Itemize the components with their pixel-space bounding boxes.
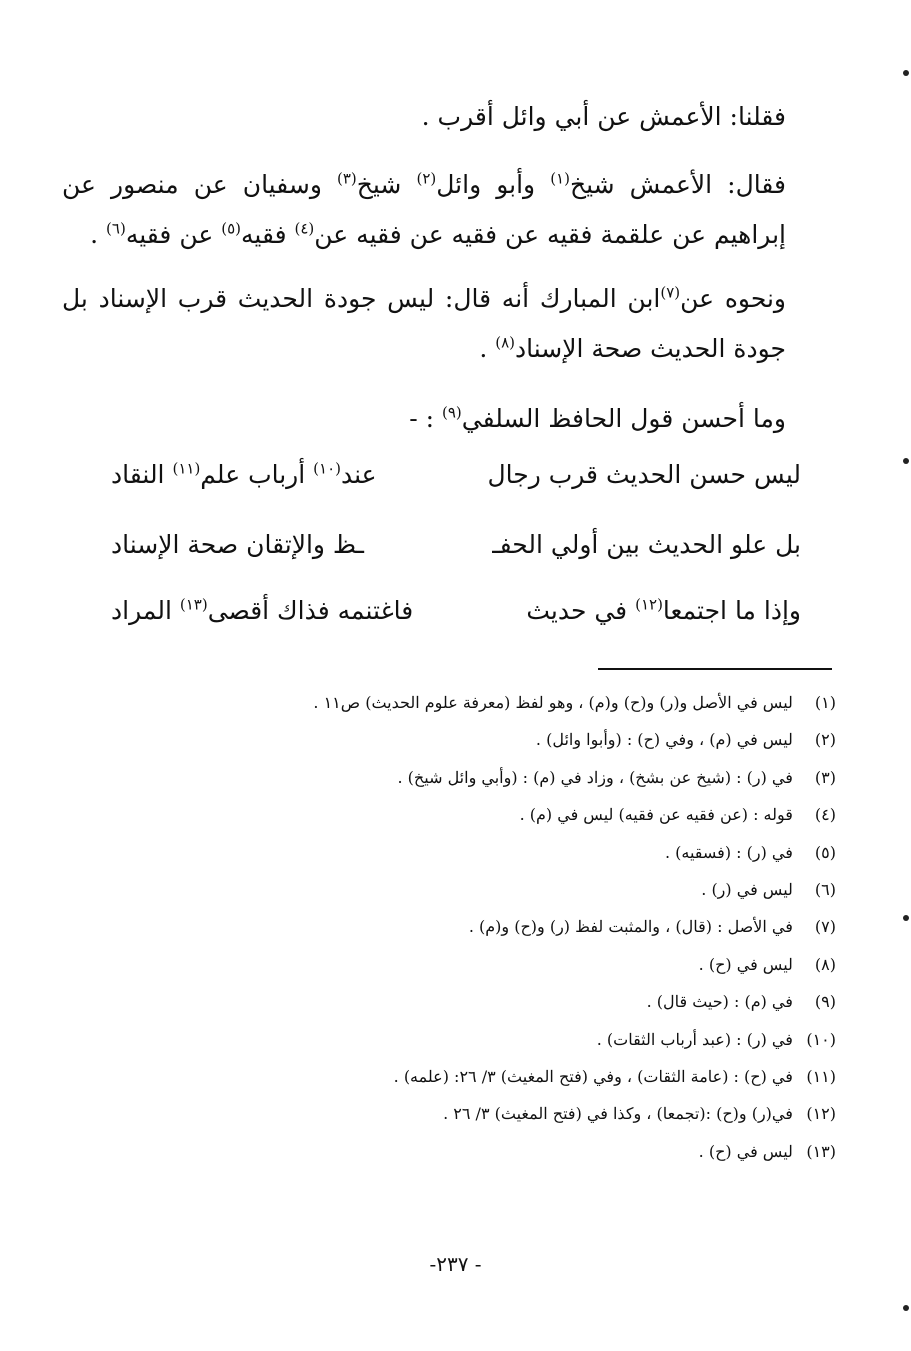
paragraph-3-text: ابن المبارك أنه قال: ليس جودة الحديث قرب الإسناد بل جودة الحديث صحة الإسناد xyxy=(62,284,786,363)
scan-edge-dot xyxy=(903,915,909,921)
scan-edge-dot xyxy=(903,458,909,464)
verse-text: عند xyxy=(341,460,377,489)
footnote-text: ليس في الأصل و(ر) و(ح) و(م) ، وهو لفظ (معرفة علوم الحديث) ص١١ . xyxy=(313,693,793,712)
footnote-number: (٩) xyxy=(814,992,836,1012)
footnote-8 xyxy=(76,952,836,989)
scan-edge-dot xyxy=(903,70,909,76)
footnote-ref-3[interactable]: (٣) xyxy=(336,169,357,188)
footnote-ref-9[interactable]: (٩) xyxy=(441,403,462,422)
paragraph-4-text: : - xyxy=(409,404,442,433)
footnote-separator xyxy=(598,668,832,670)
paragraph-2-text: فقال: الأعمش شيخ xyxy=(569,170,786,199)
verse-line-2 xyxy=(111,530,801,590)
footnote-number: (٣) xyxy=(814,767,836,787)
verse-2-first-hemistich: بل علو الحديث بين أولي الحفـ xyxy=(492,530,801,559)
paragraph-3 xyxy=(62,274,834,374)
footnote-number: (٧) xyxy=(814,917,836,937)
footnote-number: (١٢) xyxy=(806,1104,836,1124)
footnote-text: في (ر) : (فسقيه) . xyxy=(664,842,793,862)
footnote-text: ليس في (ح) . xyxy=(698,1141,793,1161)
footnote-text: في (ح) : (عامة الثقات) ، وفي (فتح المغيث) ٣/ ٢٦: (علمه) . xyxy=(393,1066,793,1086)
footnote-number: (١٠) xyxy=(806,1029,836,1049)
footnote-number: (٤) xyxy=(814,805,836,825)
paragraph-1: فقلنا: الأعمش عن أبي وائل أقرب . xyxy=(421,102,786,131)
paragraph-2 xyxy=(62,160,834,260)
footnotes xyxy=(76,690,836,1176)
verse-line-1 xyxy=(111,460,801,520)
footnote-ref-13[interactable]: (١٣) xyxy=(179,595,208,614)
footnote-ref-2[interactable]: (٢) xyxy=(416,169,437,188)
verse-text: أرباب علم xyxy=(200,460,314,489)
verse-line-3 xyxy=(111,596,801,656)
scan-edge-dot xyxy=(903,1305,909,1311)
footnote-ref-1[interactable]: (١) xyxy=(550,169,570,188)
paragraph-4-text: وما أحسن قول الحافظ السلفي xyxy=(461,404,786,433)
verse-text: المراد xyxy=(111,596,180,625)
footnote-text: في(ر) و(ح) :(تجمعا) ، وكذا في (فتح المغيث) ٣/ ٢٦ . xyxy=(443,1104,793,1124)
verse-1-second-hemistich xyxy=(111,460,377,489)
verse-text: فاغتنمه فذاك أقصى xyxy=(207,596,414,625)
footnote-2 xyxy=(76,727,836,764)
footnote-text: ليس في (م) ، وفي (ح) : (وأبوا وائل) . xyxy=(535,730,793,750)
footnote-ref-7[interactable]: (٧) xyxy=(660,283,681,302)
verse-1-first-hemistich: ليس حسن الحديث قرب رجال xyxy=(487,460,801,489)
paragraph-2-text: وسفيان عن منصور عن إبراهيم عن علقمة فقيه عن فقيه عن فقيه عن xyxy=(62,170,786,249)
footnote-9 xyxy=(76,989,836,1026)
footnote-text: ليس في (ر) . xyxy=(701,879,793,899)
footnote-number: (٨) xyxy=(814,954,836,974)
footnote-5 xyxy=(76,840,836,877)
footnote-text: في (ر) : (شيخ عن بشخ) ، وزاد في (م) : (وأبي وائل شيخ) . xyxy=(397,767,793,787)
footnote-10 xyxy=(76,1027,836,1064)
footnote-ref-5[interactable]: (٥) xyxy=(221,219,241,238)
paragraph-2-text: . xyxy=(90,220,107,249)
footnote-ref-11[interactable]: (١١) xyxy=(172,459,201,478)
footnote-text: ليس في (ح) . xyxy=(698,954,793,974)
footnote-text: قوله : (عن فقيه عن فقيه) ليس في (م) . xyxy=(519,805,793,825)
verse-text: وإذا ما اجتمعا xyxy=(662,596,801,625)
footnote-ref-8[interactable]: (٨) xyxy=(495,333,516,352)
verse-3-first-hemistich xyxy=(526,596,801,625)
verse-text: في حديث xyxy=(526,596,636,625)
footnote-number: (١) xyxy=(814,693,836,712)
footnote-1 xyxy=(76,690,836,727)
verse-2-second-hemistich: ـظ والإتقان صحة الإسناد xyxy=(111,530,364,559)
paragraph-2-text: وأبو وائل xyxy=(436,170,551,199)
paragraph-2-text: فقيه xyxy=(241,220,295,249)
footnote-text: في (م) : (حيث قال) . xyxy=(646,992,793,1012)
footnote-3 xyxy=(76,765,836,802)
footnote-text: في (ر) : (عبد أرباب الثقات) . xyxy=(596,1029,793,1049)
paragraph-2-text: شيخ xyxy=(356,170,417,199)
footnote-number: (٢) xyxy=(814,730,836,750)
footnote-6 xyxy=(76,877,836,914)
footnote-ref-10[interactable]: (١٠) xyxy=(313,459,341,478)
paragraph-3-text: . xyxy=(479,334,496,363)
footnote-4 xyxy=(76,802,836,839)
footnote-11 xyxy=(76,1064,836,1101)
footnote-ref-12[interactable]: (١٢) xyxy=(635,595,663,614)
paragraph-4 xyxy=(62,394,834,444)
footnote-number: (١٣) xyxy=(806,1141,836,1161)
footnote-number: (٦) xyxy=(814,879,836,899)
footnote-number: (١١) xyxy=(806,1066,836,1086)
footnote-ref-6[interactable]: (٦) xyxy=(106,219,126,238)
footnote-13 xyxy=(76,1139,836,1176)
verse-3-second-hemistich xyxy=(111,596,413,625)
footnote-text: في الأصل : (قال) ، والمثبت لفظ (ر) و(ح) و(م) . xyxy=(468,917,793,937)
footnote-7 xyxy=(76,914,836,951)
paragraph-3-text: ونحوه عن xyxy=(680,284,786,313)
footnote-12 xyxy=(76,1101,836,1138)
footnote-ref-4[interactable]: (٤) xyxy=(294,219,315,238)
verse-text: النقاد xyxy=(111,460,173,489)
page-number: - ٢٣٧- xyxy=(429,1252,482,1276)
paragraph-2-text: عن فقيه xyxy=(125,220,222,249)
footnote-number: (٥) xyxy=(814,842,836,862)
